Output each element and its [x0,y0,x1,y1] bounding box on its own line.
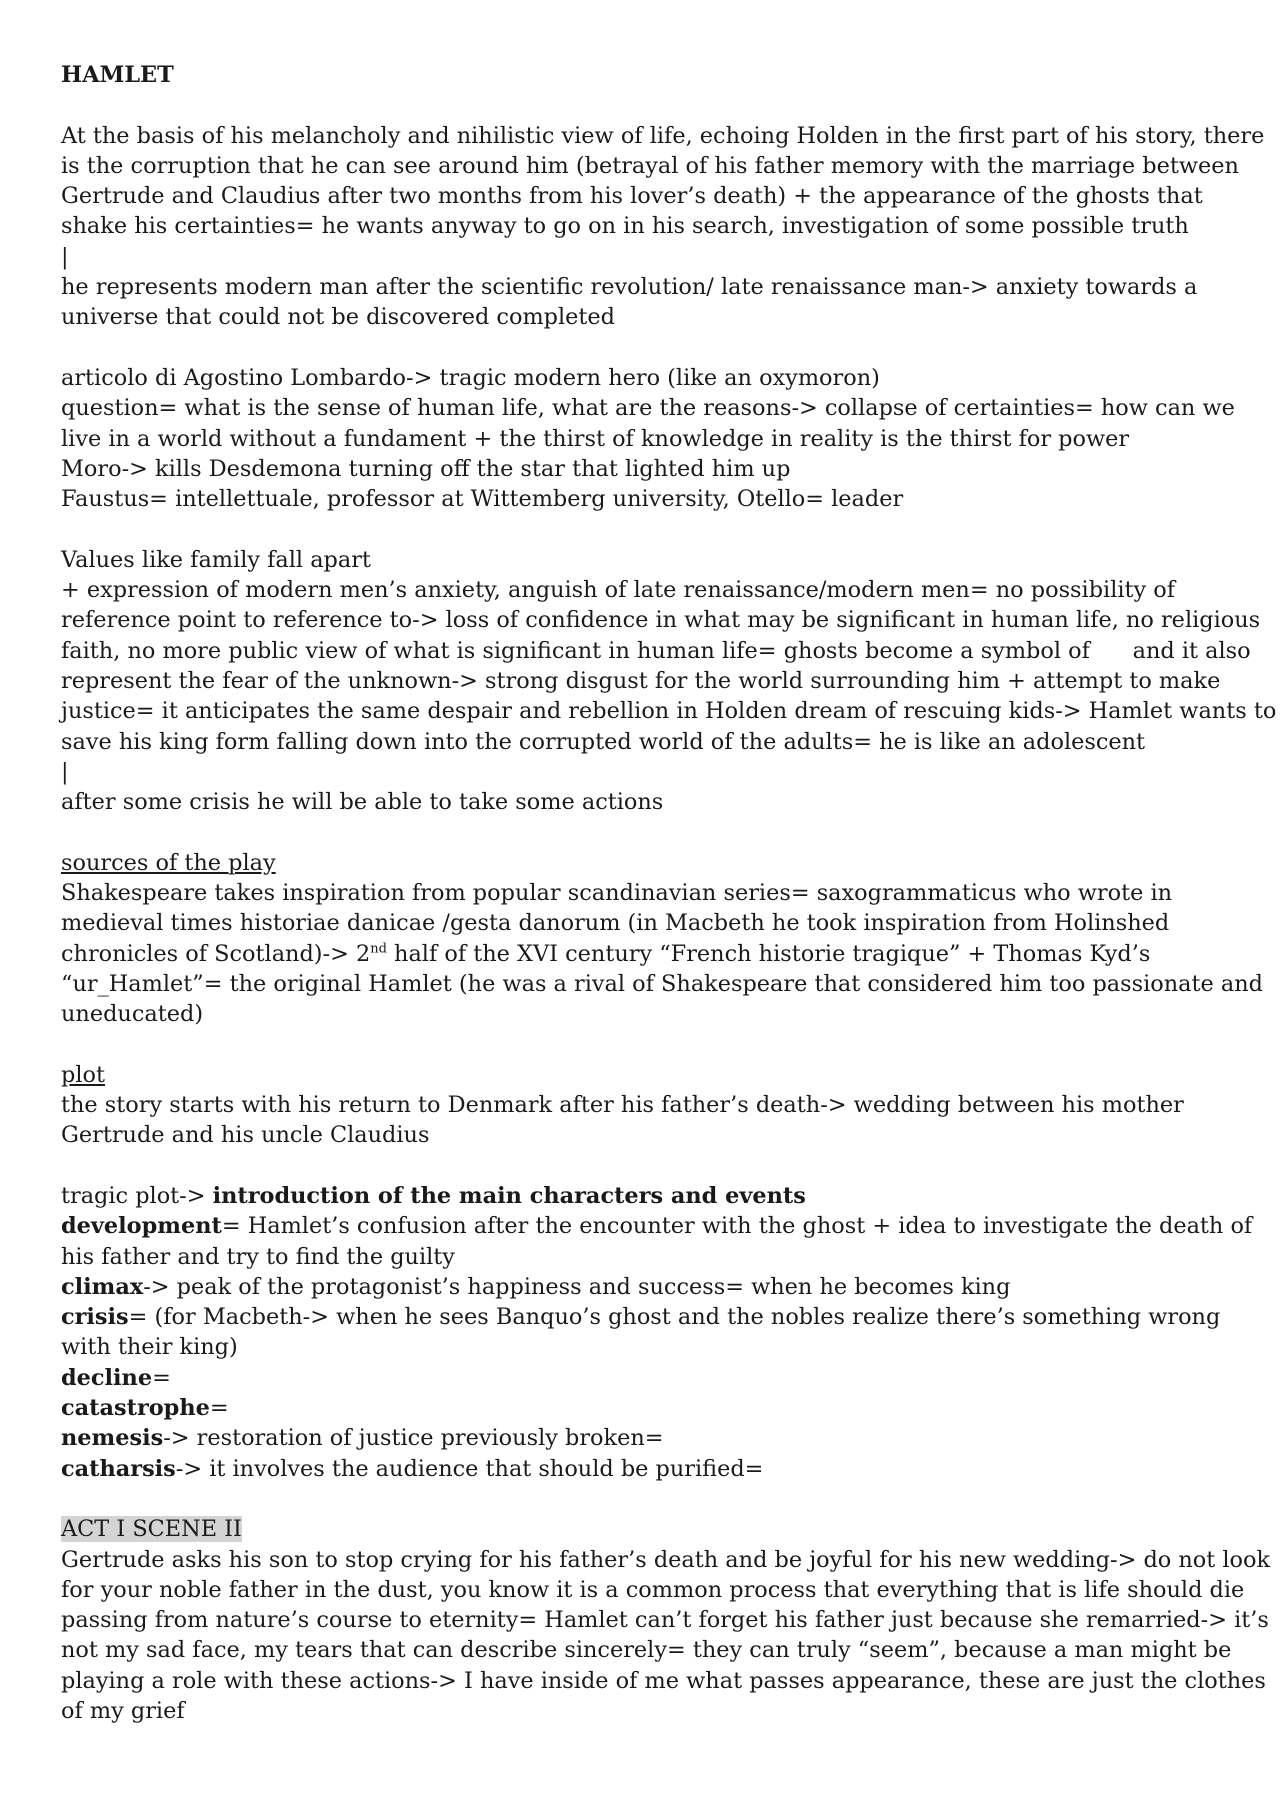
text-line: after some crisis he will be able to take some actions [61,789,664,816]
text-line: his father and try to find the guilty [61,1243,455,1270]
text-line: universe that could not be discovered completed [61,304,616,331]
text-line: uneducated) [61,1001,204,1028]
text-line [61,939,1241,969]
text-line: save his king form falling down into the corrupted world of the adults= he is like an adolescent [61,728,1146,755]
section-heading-plot: plot [61,1061,105,1088]
separator-bar: | [61,243,69,270]
spacer [61,1151,1241,1181]
text-line: Shakespeare takes inspiration from popular scandinavian series= saxogrammaticus who wrote in [61,880,1173,907]
text-line: the story starts with his return to Denmark after his father’s death-> wedding between his mother [61,1092,1184,1119]
text-line: passing from nature’s course to eternity= Hamlet can’t forget his father just because she remarried-> it’s [61,1607,1269,1634]
term-text: -> restoration of justice previously broken= [163,1425,664,1452]
term-development [61,1211,1253,1241]
term-text: = [209,1395,229,1422]
term-label: catastrophe [61,1395,210,1422]
text-line: medieval times historiae danicae /gesta danorum (in Macbeth he took inspiration from Holinshed [61,910,1170,937]
text-line: Gertrude and Claudius after two months from his lover’s death) + the appearance of the ghosts that [61,183,1203,210]
spacer [61,817,1241,847]
spacer [61,90,1241,120]
lombardo-paragraph [61,363,1241,514]
text-line: for your noble father in the dust, you know it is a common process that everything that is life should die [61,1576,1245,1603]
text-line: justice= it anticipates the same despair and rebellion in Holden dream of rescuing kids-> Hamlet wants to [61,698,1277,725]
separator-bar: | [61,758,69,785]
term-label: crisis [61,1304,129,1331]
section-heading-sources: sources of the play [61,849,276,876]
text-line: faith, no more public view of what is significant in human life= ghosts become a symbol of and it also [61,637,1251,664]
term-label: catharsis [61,1455,176,1482]
values-paragraph [61,545,1277,818]
term-label: nemesis [61,1425,164,1452]
text-line: represent the fear of the unknown-> strong disgust for the world surrounding him + attempt to make [61,667,1221,694]
text-line: Gertrude and his uncle Claudius [61,1122,430,1149]
act-section [61,1514,1271,1726]
text-line: live in a world without a fundament + the thirst of knowledge in reality is the thirst for power [61,425,1130,452]
plot-section [61,1060,1241,1151]
text-line: not my sad face, my tears that can describe sincerely= they can truly “seem”, because a man might be [61,1637,1232,1664]
text-fragment: tragic plot-> [61,1182,213,1209]
term-text: -> it involves the audience that should be purified= [175,1455,764,1482]
term-nemesis [61,1423,1241,1453]
text-line: At the basis of his melancholy and nihilistic view of life, echoing Holden in the first part of his story, there [61,122,1265,149]
term-label: decline [61,1364,153,1391]
text-line: he represents modern man after the scientific revolution/ late renaissance man-> anxiety towards a [61,274,1198,301]
term-crisis [61,1302,1241,1332]
term-text: = [152,1364,171,1391]
spacer [61,1484,1241,1514]
term-label: climax [61,1273,144,1300]
term-climax [61,1272,1241,1302]
tragic-plot-intro [61,1181,1241,1211]
term-catastrophe [61,1393,1241,1423]
spacer [61,1030,1241,1060]
text-line: Values like family fall apart [61,546,371,573]
term-text: = (for Macbeth-> when he sees Banquo’s ghost and the nobles realize there’s something wrong [128,1304,1221,1331]
text-line: reference point to reference to-> loss of confidence in what may be significant in human life, no religious [61,607,1261,634]
text-line: shake his certainties= he wants anyway to go on in his search, investigation of some possible truth [61,213,1189,240]
text-line: is the corruption that he can see around him (betrayal of his father memory with the marriage between [61,152,1239,179]
text-line: question= what is the sense of human life, what are the reasons-> collapse of certainties= how can we [61,395,1235,422]
text-fragment: chronicles of Scotland)-> 2 [61,940,371,967]
section-heading-act: ACT I SCENE II [61,1516,242,1543]
text-line: with their king) [61,1334,238,1361]
text-line: Gertrude asks his son to stop crying for his father’s death and be joyful for his new wedding-> do not look [61,1546,1271,1573]
text-line: of my grief [61,1698,185,1725]
text-fragment: half of the XVI century “French historie tragique” + Thomas Kyd’s [386,940,1151,967]
tragic-plot-section [61,1181,1253,1484]
term-decline [61,1363,1241,1393]
document-page [61,60,1277,1726]
spacer [61,333,1241,363]
document-title: HAMLET [61,62,174,88]
text-line: Faustus= intellettuale, professor at Wittemberg university, Otello= leader [61,486,904,513]
text-line: “ur_Hamlet”= the original Hamlet (he was a rival of Shakespeare that considered him too passionate and [61,970,1263,997]
text-line: Moro-> kills Desdemona turning off the star that lighted him up [61,455,791,482]
intro-paragraph [61,121,1265,333]
sources-section [61,848,1263,1030]
term-text: = Hamlet’s confusion after the encounter with the ghost + idea to investigate the death of [221,1213,1253,1240]
ordinal-superscript: nd [370,941,387,957]
term-text: -> peak of the protagonist’s happiness and success= when he becomes king [143,1273,1011,1300]
text-line: articolo di Agostino Lombardo-> tragic modern hero (like an oxymoron) [61,364,880,391]
text-line: + expression of modern men’s anxiety, anguish of late renaissance/modern men= no possibility of [61,577,1176,604]
bold-phrase: introduction of the main characters and events [212,1182,806,1209]
term-label: development [61,1213,222,1240]
text-line: playing a role with these actions-> I have inside of me what passes appearance, these are just the clothes [61,1667,1266,1694]
term-catharsis [61,1454,1241,1484]
spacer [61,514,1241,544]
